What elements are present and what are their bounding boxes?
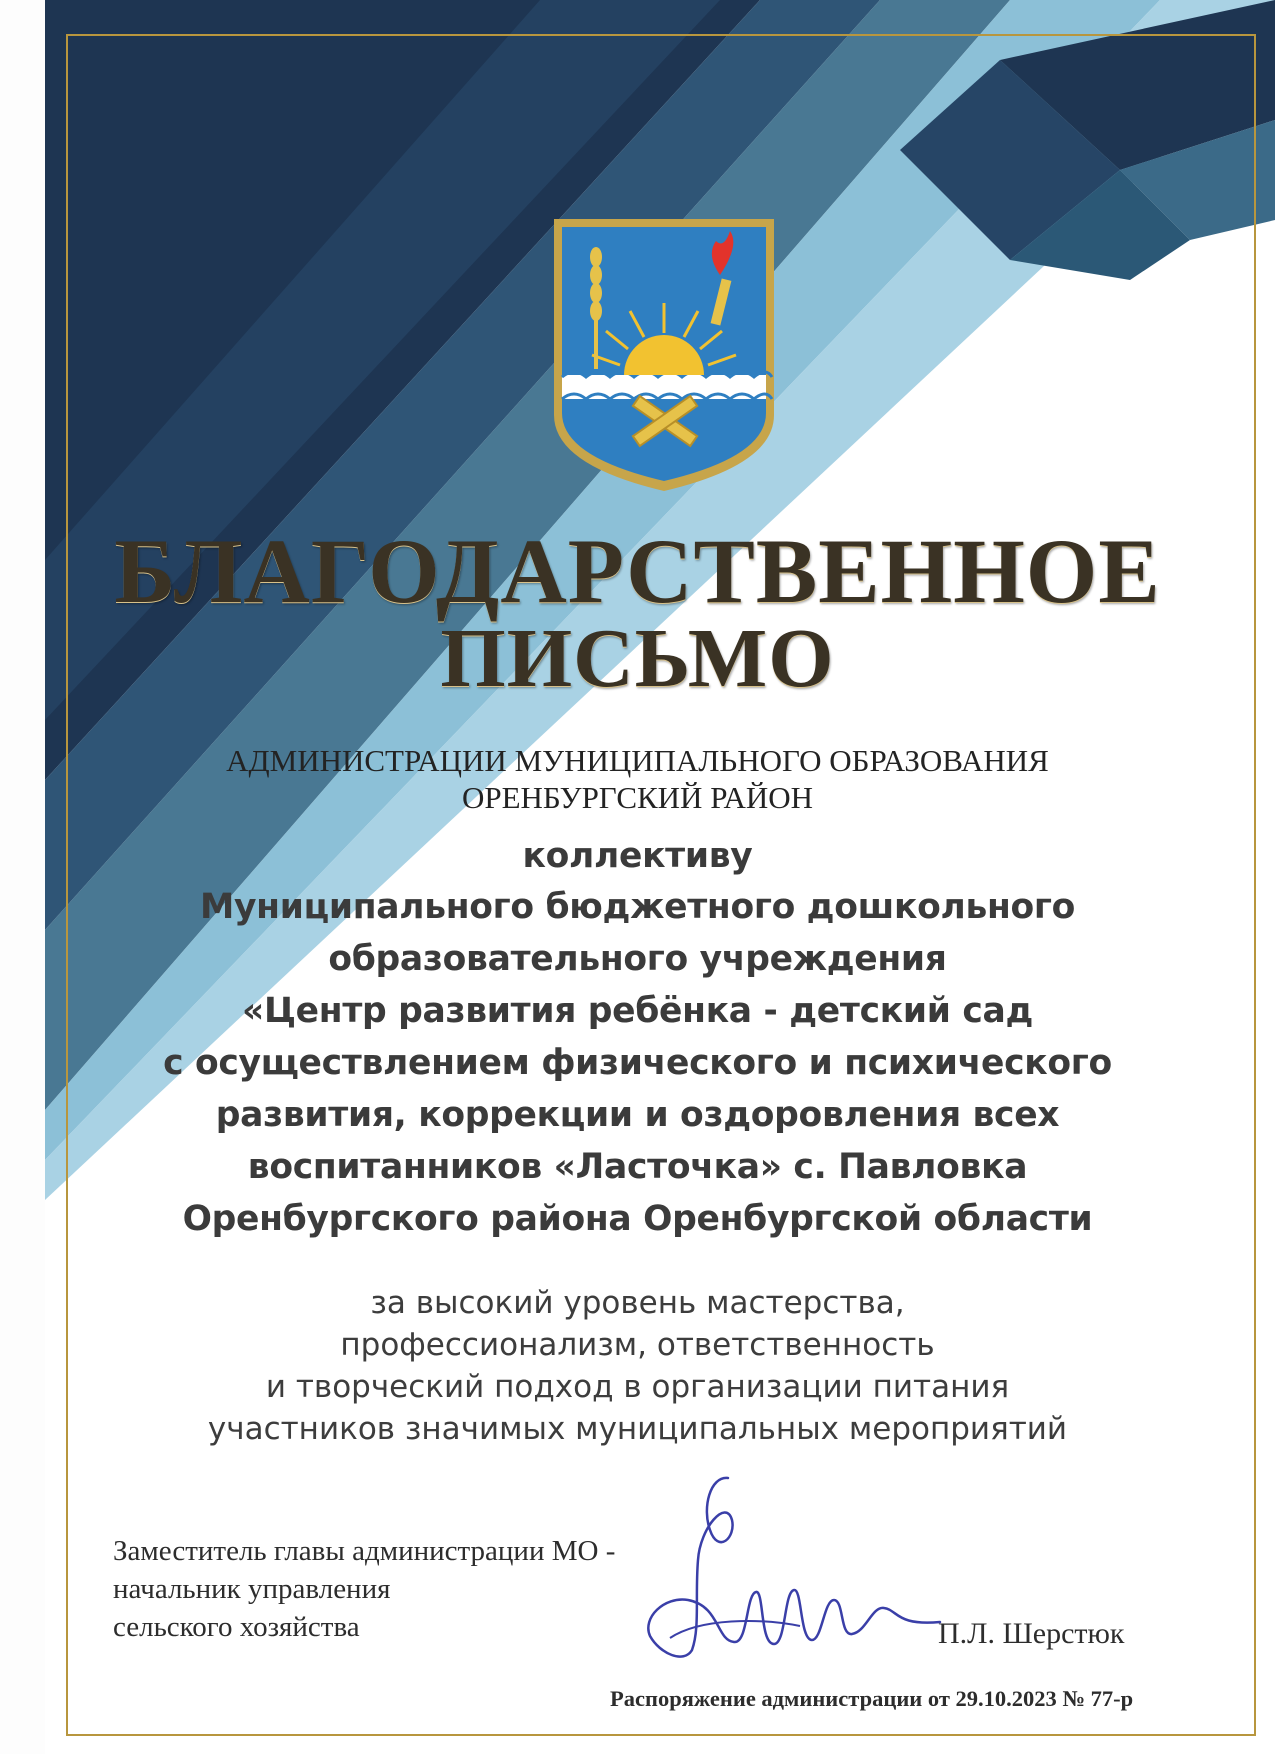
reason-line: и творческий подход в организации питания — [265, 1369, 1010, 1405]
signatory-title-line: сельского хозяйства — [113, 1611, 360, 1643]
issuer-line-1: АДМИНИСТРАЦИИ МУНИЦИПАЛЬНОГО ОБРАЗОВАНИЯ — [226, 743, 1049, 778]
coat-of-arms-icon — [550, 215, 778, 495]
signatory-name: П.Л. Шерстюк — [938, 1617, 1125, 1650]
recipient-line: с осуществлением физического и психического — [163, 1043, 1112, 1083]
issuer-line-2: ОРЕНБУРГСКИЙ РАЙОН — [461, 780, 814, 815]
handwritten-signature-icon — [640, 1468, 960, 1668]
document-title-line2: ПИСЬМО — [440, 612, 835, 705]
recipient-line: «Центр развития ребёнка - детский сад — [241, 991, 1034, 1031]
reason-line: участников значимых муниципальных мероприятий — [207, 1411, 1068, 1447]
recipient-line: Муниципального бюджетного дошкольного — [199, 887, 1076, 927]
reason-line: профессионализм, ответственность — [340, 1327, 935, 1363]
recipient-line: образовательного учреждения — [328, 939, 947, 979]
recipient-line: коллективу — [522, 836, 753, 876]
signatory-title-line: начальник управления — [113, 1573, 391, 1605]
order-reference: Распоряжение администрации от 29.10.2023 № 77-р — [610, 1686, 1134, 1711]
recipient-line: Оренбургского района Оренбургской области — [182, 1199, 1093, 1239]
document-title-line1: БЛАГОДАРСТВЕННОЕ — [114, 520, 1161, 622]
reason-line: за высокий уровень мастерства, — [370, 1285, 905, 1321]
signatory-title-line: Заместитель главы администрации МО - — [113, 1535, 616, 1567]
recipient-line: воспитанников «Ласточка» с. Павловка — [247, 1147, 1028, 1187]
recipient-line: развития, коррекции и оздоровления всех — [215, 1095, 1060, 1135]
